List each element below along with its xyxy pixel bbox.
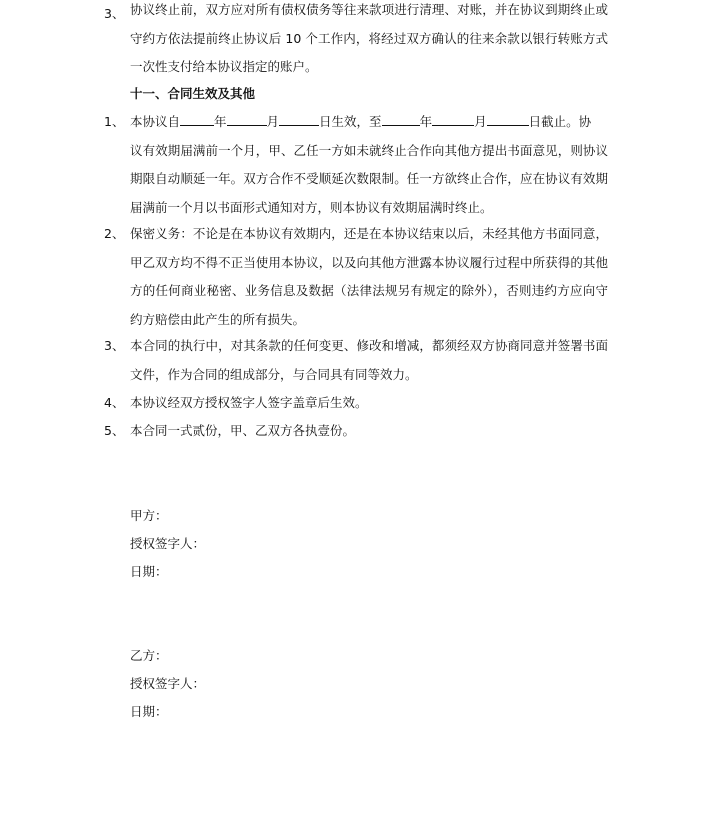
item-text [130,417,608,446]
item-number: 5、 [104,423,125,438]
day-blank[interactable] [279,112,319,126]
text-line: 议有效期届满前一个月，甲、乙任一方如未就终止合作向其他方提出书面意见，则协议 [130,142,608,158]
text-fragment: 日截止。协 [528,114,592,129]
month-blank[interactable] [227,112,267,126]
item-number: 2、 [104,226,125,241]
text-line: 约方赔偿由此产生的所有损失。 [130,311,306,327]
text-line: 保密义务：不论是在本协议有效期内，还是在本协议结束以后，未经其他方书面同意， [130,226,608,241]
text-line: 方的任何商业秘密、业务信息及数据（法律法规另有规定的除外），否则违约方应向守 [130,283,608,298]
text-line: 本协议经双方授权签字人签字盖章后生效。 [130,395,368,410]
text-fragment: 月 [474,114,487,129]
party-b-date-label: 日期： [130,704,168,719]
text-fragment: 月 [266,114,280,129]
day-blank[interactable] [487,112,529,126]
party-a-label: 甲方： [130,508,168,523]
year-blank[interactable] [180,112,214,126]
text-line: 甲乙双方均不得不正当使用本协议，以及向其他方泄露本协议履行过程中所获得的其他 [130,254,608,270]
text-line: 协议终止前，双方应对所有债权债务等往来款项进行清理、对账，并在协议到期终止或 [130,2,608,17]
party-b-signer-label: 授权签字人： [130,676,206,691]
item-number: 4、 [104,395,125,410]
item-text [130,108,608,222]
text-line: 文件，作为合同的组成部分，与合同具有同等效力。 [130,366,418,382]
text-fragment: 本协议自 [130,114,181,129]
text-fragment: 年 [419,114,433,129]
month-blank[interactable] [432,112,474,126]
text-line: 届满前一个月以书面形式通知对方，则本协议有效期届满时终止。 [130,199,493,215]
item-number: 1、 [104,114,125,129]
text-line-with-blanks [130,108,608,137]
party-a-date-label: 日期： [130,564,168,579]
text-fragment: 年 [214,114,227,129]
text-line: 一次性支付给本协议指定的账户。 [130,59,318,74]
text-line: 期限自动顺延一年。双方合作不受顺延次数限制。任一方欲终止合作，应在协议有效期 [130,171,608,186]
text-fragment: 日生效，至 [319,114,382,129]
clause-text [130,0,608,82]
text-line: 本合同一式贰份，甲、乙双方各执壹份。 [130,423,356,438]
party-b-label: 乙方： [130,648,168,663]
year-blank[interactable] [382,112,420,126]
item-text [130,220,608,334]
text-line: 守约方依法提前终止协议后 10 个工作内，将经过双方确认的往来余款以银行转账方式 [130,30,608,46]
item-text [130,389,608,418]
party-a-signer-label: 授权签字人： [130,536,206,551]
clause-number: 3、 [104,6,125,21]
item-text [130,332,608,389]
item-number: 3、 [104,338,125,353]
section-heading: 十一、合同生效及其他 [130,86,256,101]
text-line: 本合同的执行中，对其条款的任何变更、修改和增减，都须经双方协商同意并签署书面 [130,338,608,353]
